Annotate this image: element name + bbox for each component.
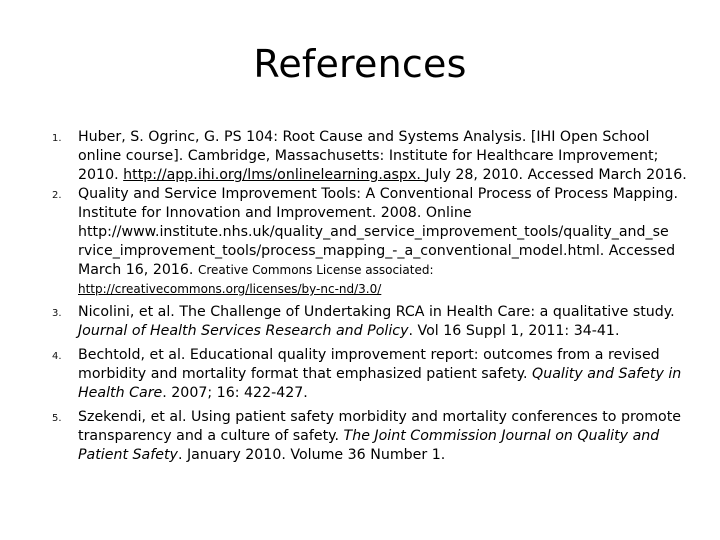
- reference-number: 4.: [52, 351, 62, 362]
- reference-link[interactable]: http://app.ihi.org/lms/onlinelearning.aspx.: [123, 167, 426, 183]
- journal-title: The Joint Commission Journal on Quality and Patient Safety: [78, 428, 660, 463]
- reference-tail: July 28, 2010. Accessed March 2016.: [425, 167, 687, 183]
- reference-text: Huber, S. Ogrinc, G. PS 104: Root Cause and Systems Analysis. [IHI Open School online course]. Cambridge, Massachusetts: Institute for Healthcare Improvement; 2010.: [78, 129, 659, 183]
- reference-text: Nicolini, et al. The Challenge of Undertaking RCA in Health Care: a qualitative study.: [78, 304, 675, 320]
- reference-item: [48, 303, 688, 341]
- page-title: References: [253, 42, 467, 86]
- reference-tail: . January 2010. Volume 36 Number 1.: [177, 447, 446, 463]
- reference-item: [48, 185, 688, 299]
- reference-number: 1.: [52, 133, 62, 144]
- reference-list: [48, 128, 688, 465]
- license-note: Creative Commons License associated:: [197, 263, 434, 277]
- reference-tail: . Vol 16 Suppl 1, 2011: 34-41.: [408, 323, 620, 339]
- reference-number: 5.: [52, 413, 62, 424]
- reference-item: [48, 128, 688, 185]
- reference-number: 3.: [52, 308, 62, 319]
- reference-item: [48, 408, 688, 465]
- reference-tail: . 2007; 16: 422-427.: [162, 385, 308, 401]
- journal-title: Quality and Safety in Health Care: [78, 366, 682, 401]
- reference-number: 2.: [52, 190, 62, 201]
- reference-text: Szekendi, et al. Using patient safety morbidity and mortality conferences to promote transparency and a culture of safety.: [78, 409, 681, 444]
- journal-title: Journal of Health Services Research and Policy: [78, 323, 409, 339]
- license-link[interactable]: http://creativecommons.org/licenses/by-nc-nd/3.0/: [78, 282, 382, 296]
- reference-item: [48, 346, 688, 403]
- reference-text: Quality and Service Improvement Tools: A Conventional Process of Process Mapping. Institute for Innovation and Improvement. 2008. Online http://www.institute.nhs.uk/quality_and_service_improvement_tools/quality_and_se rvice_improvement_tools/process_mapping_-_a_conventional_model.html. Accessed March 16, 2016.: [78, 186, 679, 278]
- reference-text: Bechtold, et al. Educational quality improvement report: outcomes from a revised morbidity and mortality format that emphasized patient safety.: [78, 347, 660, 382]
